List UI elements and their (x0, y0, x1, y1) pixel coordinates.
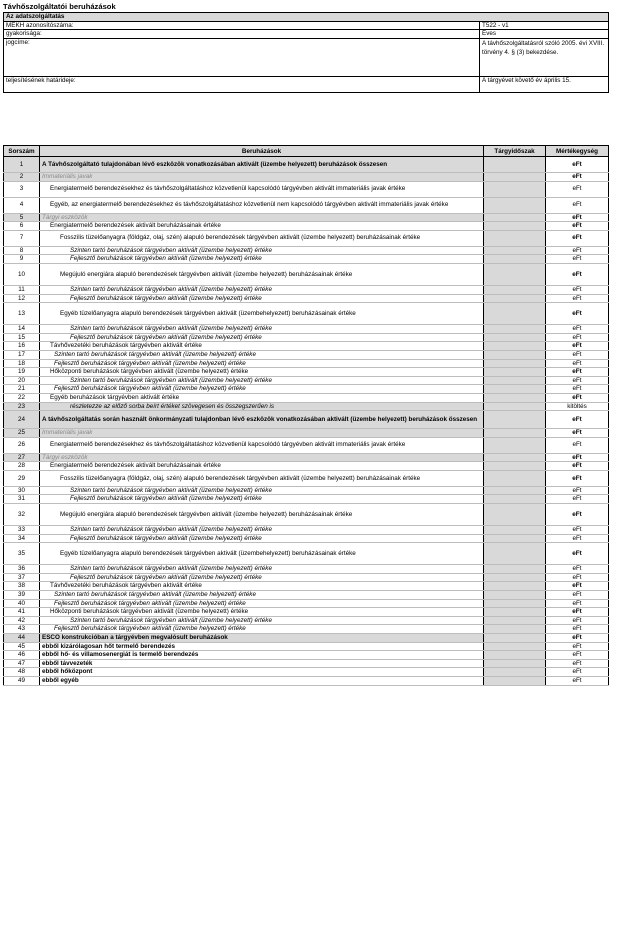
row-value-input[interactable] (484, 411, 546, 429)
row-value-input[interactable] (484, 543, 546, 565)
row-unit: eFt (546, 350, 609, 359)
table-row (4, 659, 609, 668)
row-description: ebből kizárólagosan hőt termelő berendezés (40, 642, 484, 651)
row-description: részletezze az előző sorba beírt értéket szövegesen és összegszerűen is (40, 402, 484, 411)
row-value-input[interactable] (484, 393, 546, 402)
row-number: 45 (4, 642, 40, 651)
row-number: 28 (4, 462, 40, 471)
table-row (4, 333, 609, 342)
row-unit: eFt (546, 285, 609, 294)
row-value-input[interactable] (484, 591, 546, 600)
row-number: 10 (4, 263, 40, 285)
row-description: Fejlesztő beruházások tárgyévben aktivált (üzembe helyezett) értéke (40, 534, 484, 543)
row-value-input[interactable] (484, 437, 546, 453)
info-label-frequency: gyakorisága: (4, 30, 480, 39)
row-value-input[interactable] (484, 285, 546, 294)
row-description: Energiatermelő berendezések aktivált beruházásainak értéke (40, 222, 484, 231)
info-label-legal-basis: jogcíme: (4, 38, 480, 76)
row-number: 43 (4, 625, 40, 634)
table-row (4, 453, 609, 462)
row-number: 49 (4, 676, 40, 685)
row-value-input[interactable] (484, 565, 546, 574)
table-row (4, 634, 609, 643)
row-number: 23 (4, 402, 40, 411)
row-description: ESCO konstrukcióban a tárgyévben megvalósult beruházások (40, 634, 484, 643)
row-unit: eFt (546, 333, 609, 342)
table-row (4, 504, 609, 526)
table-row (4, 582, 609, 591)
table-row (4, 325, 609, 334)
row-description: Szinten tartó beruházások tárgyévben aktivált (üzembe helyezett) értéke (40, 591, 484, 600)
table-row (4, 470, 609, 486)
row-description: Távhővezetéki beruházások tárgyévben aktivált értéke (40, 342, 484, 351)
row-number: 36 (4, 565, 40, 574)
table-row (4, 543, 609, 565)
row-number: 29 (4, 470, 40, 486)
row-unit: eFt (546, 608, 609, 617)
row-description: Egyéb beruházások tárgyévben aktivált értéke (40, 393, 484, 402)
row-number: 34 (4, 534, 40, 543)
row-number: 9 (4, 255, 40, 264)
table-row (4, 350, 609, 359)
row-description: Szinten tartó beruházások tárgyévben aktivált (üzembe helyezett) értéke (40, 246, 484, 255)
row-description: ebből egyéb (40, 676, 484, 685)
row-number: 24 (4, 411, 40, 429)
header-serial-number: Sorszám (4, 146, 40, 157)
row-number: 7 (4, 230, 40, 246)
row-description: Energiatermelő berendezések aktivált beruházásainak értéke (40, 462, 484, 471)
table-row (4, 342, 609, 351)
row-description: Fejlesztő beruházások tárgyévben aktivált (üzembe helyezett) értéke (40, 599, 484, 608)
table-row (4, 222, 609, 231)
row-number: 19 (4, 368, 40, 377)
row-number: 13 (4, 303, 40, 325)
row-description: Szinten tartó beruházások tárgyévben aktivált (üzembe helyezett) értéke (40, 285, 484, 294)
row-unit: eFt (546, 246, 609, 255)
row-unit: eFt (546, 504, 609, 526)
row-unit: eFt (546, 342, 609, 351)
row-value-input[interactable] (484, 359, 546, 368)
row-number: 4 (4, 197, 40, 213)
row-description: Egyéb tüzelőanyagra alapuló berendezések tárgyévben aktivált (üzembehelyezett) beruházásainak értéke (40, 303, 484, 325)
row-description: Fejlesztő beruházások tárgyévben aktivált (üzembe helyezett) értéke (40, 255, 484, 264)
row-unit: eFt (546, 591, 609, 600)
row-value-input[interactable] (484, 668, 546, 677)
info-section-title: Az adatszolgáltatás (4, 13, 609, 22)
row-description: Fosszilis tüzelőanyagra (földgáz, olaj, szén) alapuló berendezések tárgyévben aktivált (üzembe helyezett) beruházásainak értéke (40, 470, 484, 486)
row-description: Szinten tartó beruházások tárgyévben aktivált (üzembe helyezett) értéke (40, 565, 484, 574)
table-row (4, 173, 609, 182)
row-unit: eFt (546, 325, 609, 334)
row-number: 27 (4, 453, 40, 462)
row-description: ebből távvezeték (40, 659, 484, 668)
table-row (4, 651, 609, 660)
row-value-input[interactable] (484, 230, 546, 246)
row-description: Immateriális javak (40, 173, 484, 182)
table-row (4, 642, 609, 651)
row-value-input[interactable] (484, 625, 546, 634)
table-row (4, 599, 609, 608)
row-description: Fejlesztő beruházások tárgyévben aktivált (üzembe helyezett) értéke (40, 333, 484, 342)
row-description: ebből hő- és villamosenergiát is termelő berendezés (40, 651, 484, 660)
row-unit: eFt (546, 625, 609, 634)
row-value-input[interactable] (484, 534, 546, 543)
row-unit: eFt (546, 642, 609, 651)
row-value-input[interactable] (484, 634, 546, 643)
row-unit: eFt (546, 668, 609, 677)
row-number: 39 (4, 591, 40, 600)
investments-table-body (4, 157, 609, 686)
row-number: 2 (4, 173, 40, 182)
row-description: Fejlesztő beruházások tárgyévben aktivált (üzembe helyezett) értéke (40, 359, 484, 368)
row-unit: eFt (546, 230, 609, 246)
row-unit: eFt (546, 616, 609, 625)
row-description: Hőközponti beruházások tárgyévben aktivált (üzembe helyezett) értéke (40, 608, 484, 617)
data-provision-info-table (3, 12, 609, 93)
row-number: 6 (4, 222, 40, 231)
row-value-input[interactable] (484, 676, 546, 685)
row-number: 48 (4, 668, 40, 677)
row-unit: eFt (546, 526, 609, 535)
table-row (4, 411, 609, 429)
row-value-input[interactable] (484, 642, 546, 651)
row-unit: eFt (546, 634, 609, 643)
row-value-input[interactable] (484, 599, 546, 608)
row-value-input[interactable] (484, 486, 546, 495)
row-value-input[interactable] (484, 157, 546, 173)
row-value-input[interactable] (484, 263, 546, 285)
investments-table (3, 145, 609, 686)
table-row (4, 573, 609, 582)
row-number: 37 (4, 573, 40, 582)
row-value-input[interactable] (484, 255, 546, 264)
row-unit: eFt (546, 462, 609, 471)
row-description: Távhővezetéki beruházások tárgyévben aktivált értéke (40, 582, 484, 591)
row-value-input[interactable] (484, 385, 546, 394)
row-unit: eFt (546, 157, 609, 173)
table-row (4, 285, 609, 294)
info-label-id: MEKH azonosítószáma: (4, 21, 480, 30)
table-row (4, 359, 609, 368)
page-title: Távhőszolgáltatói beruházások (3, 2, 116, 11)
row-unit: eFt (546, 659, 609, 668)
row-number: 12 (4, 294, 40, 303)
table-row (4, 429, 609, 438)
row-unit: eFt (546, 495, 609, 504)
row-number: 16 (4, 342, 40, 351)
row-description: Fejlesztő beruházások tárgyévben aktivált (üzembe helyezett) értéke (40, 625, 484, 634)
row-number: 22 (4, 393, 40, 402)
row-description: Fejlesztő beruházások tárgyévben aktivált (üzembe helyezett) értéke (40, 573, 484, 582)
row-number: 21 (4, 385, 40, 394)
row-number: 14 (4, 325, 40, 334)
info-value-id: T522 - v1 (480, 21, 609, 30)
row-description: Tárgyi eszközök (40, 213, 484, 222)
row-value-input[interactable] (484, 504, 546, 526)
row-unit: eFt (546, 359, 609, 368)
row-unit: eFt (546, 651, 609, 660)
row-unit: eFt (546, 429, 609, 438)
header-reference-period: Tárgyidőszak (484, 146, 546, 157)
table-row (4, 402, 609, 411)
row-number: 8 (4, 246, 40, 255)
row-number: 5 (4, 213, 40, 222)
row-unit: eFt (546, 534, 609, 543)
header-unit: Mértékegység (546, 146, 609, 157)
row-number: 47 (4, 659, 40, 668)
row-description: Hőközponti beruházások tárgyévben aktivált (üzembe helyezett) értéke (40, 368, 484, 377)
row-number: 33 (4, 526, 40, 535)
row-value-input[interactable] (484, 333, 546, 342)
table-row (4, 385, 609, 394)
row-value-input[interactable] (484, 303, 546, 325)
table-row (4, 616, 609, 625)
table-row (4, 393, 609, 402)
table-row (4, 668, 609, 677)
row-number: 40 (4, 599, 40, 608)
row-value-input[interactable] (484, 582, 546, 591)
row-unit: eFt (546, 453, 609, 462)
row-unit: eFt (546, 294, 609, 303)
row-description: Szinten tartó beruházások tárgyévben aktivált (üzembe helyezett) értéke (40, 486, 484, 495)
row-value-input[interactable] (484, 246, 546, 255)
row-description: Tárgyi eszközök (40, 453, 484, 462)
row-unit: eFt (546, 368, 609, 377)
row-unit: eFt (546, 213, 609, 222)
row-unit: eFt (546, 676, 609, 685)
row-number: 18 (4, 359, 40, 368)
row-value-input[interactable] (484, 453, 546, 462)
row-number: 32 (4, 504, 40, 526)
table-row (4, 213, 609, 222)
row-value-input[interactable] (484, 181, 546, 197)
row-value-input[interactable] (484, 402, 546, 411)
table-row (4, 462, 609, 471)
row-value-input[interactable] (484, 608, 546, 617)
row-unit: eFt (546, 486, 609, 495)
row-number: 20 (4, 376, 40, 385)
row-number: 17 (4, 350, 40, 359)
row-unit: eFt (546, 376, 609, 385)
table-row (4, 486, 609, 495)
row-unit: eFt (546, 437, 609, 453)
row-value-input[interactable] (484, 222, 546, 231)
row-value-input[interactable] (484, 342, 546, 351)
row-description: Energiatermelő berendezésekhez és távhőszolgáltatáshoz közvetlenül kapcsolódó tárgyévben aktivált immateriális javak értéke (40, 181, 484, 197)
row-value-input[interactable] (484, 173, 546, 182)
table-row (4, 263, 609, 285)
row-number: 42 (4, 616, 40, 625)
table-row (4, 303, 609, 325)
row-number: 11 (4, 285, 40, 294)
row-unit: eFt (546, 470, 609, 486)
row-unit: eFt (546, 599, 609, 608)
table-row (4, 294, 609, 303)
row-unit: eFt (546, 263, 609, 285)
table-row (4, 437, 609, 453)
row-value-input[interactable] (484, 495, 546, 504)
row-number: 3 (4, 181, 40, 197)
row-description: Szinten tartó beruházások tárgyévben aktivált (üzembe helyezett) értéke (40, 376, 484, 385)
row-unit: eFt (546, 181, 609, 197)
row-value-input[interactable] (484, 376, 546, 385)
table-row (4, 255, 609, 264)
row-unit: eFt (546, 255, 609, 264)
row-number: 46 (4, 651, 40, 660)
row-description: Energiatermelő berendezésekhez és távhőszolgáltatáshoz közvetlenül kapcsolódó tárgyévben aktivált immateriális javak értéke (40, 437, 484, 453)
row-value-input[interactable] (484, 294, 546, 303)
table-row (4, 591, 609, 600)
row-number: 44 (4, 634, 40, 643)
info-value-legal-basis: A távhőszolgáltatásról szóló 2005. évi XVIII. törvény 4. § (3) bekezdése. (480, 38, 609, 76)
row-description: Szinten tartó beruházások tárgyévben aktivált (üzembe helyezett) értéke (40, 616, 484, 625)
header-investments: Beruházások (40, 146, 484, 157)
row-value-input[interactable] (484, 368, 546, 377)
row-value-input[interactable] (484, 470, 546, 486)
row-description: Fejlesztő beruházások tárgyévben aktivált (üzembe helyezett) értéke (40, 385, 484, 394)
row-description: ebből hőközpont (40, 668, 484, 677)
row-value-input[interactable] (484, 659, 546, 668)
table-row (4, 676, 609, 685)
info-value-frequency: Éves (480, 30, 609, 39)
table-row (4, 495, 609, 504)
table-row (4, 157, 609, 173)
row-unit: eFt (546, 543, 609, 565)
row-description: Szinten tartó beruházások tárgyévben aktivált (üzembe helyezett) értéke (40, 350, 484, 359)
row-number: 26 (4, 437, 40, 453)
row-unit: eFt (546, 411, 609, 429)
table-row (4, 230, 609, 246)
table-row (4, 376, 609, 385)
row-unit: eFt (546, 393, 609, 402)
row-value-input[interactable] (484, 325, 546, 334)
row-unit: kitöltés (546, 402, 609, 411)
table-row (4, 534, 609, 543)
table-row (4, 608, 609, 617)
row-description: Fosszilis tüzelőanyagra (földgáz, olaj, szén) alapuló berendezések tárgyévben aktivált (üzembe helyezett) beruházásainak értéke (40, 230, 484, 246)
row-description: Fejlesztő beruházások tárgyévben aktivált (üzembe helyezett) értéke (40, 294, 484, 303)
table-row (4, 197, 609, 213)
row-number: 1 (4, 157, 40, 173)
row-number: 38 (4, 582, 40, 591)
row-unit: eFt (546, 582, 609, 591)
row-number: 35 (4, 543, 40, 565)
row-value-input[interactable] (484, 616, 546, 625)
row-value-input[interactable] (484, 197, 546, 213)
row-number: 31 (4, 495, 40, 504)
row-unit: eFt (546, 303, 609, 325)
info-value-deadline: A tárgyévet követő év április 15. (482, 76, 571, 84)
table-row (4, 625, 609, 634)
row-unit: eFt (546, 173, 609, 182)
row-description: Megújuló energiára alapuló berendezések tárgyévben aktivált (üzembe helyezett) beruházásainak értéke (40, 504, 484, 526)
row-description: Fejlesztő beruházások tárgyévben aktivált (üzembe helyezett) értéke (40, 495, 484, 504)
row-unit: eFt (546, 573, 609, 582)
row-description: Szinten tartó beruházások tárgyévben aktivált (üzembe helyezett) értéke (40, 526, 484, 535)
table-row (4, 181, 609, 197)
row-description: Megújuló energiára alapuló berendezések tárgyévben aktivált (üzembe helyezett) beruházásainak értéke (40, 263, 484, 285)
row-description: Szinten tartó beruházások tárgyévben aktivált (üzembe helyezett) értéke (40, 325, 484, 334)
row-description: Immateriális javak (40, 429, 484, 438)
table-row (4, 246, 609, 255)
row-value-input[interactable] (484, 213, 546, 222)
row-value-input[interactable] (484, 350, 546, 359)
table-row (4, 565, 609, 574)
row-number: 41 (4, 608, 40, 617)
row-value-input[interactable] (484, 462, 546, 471)
row-description: Egyéb tüzelőanyagra alapuló berendezések tárgyévben aktivált (üzembehelyezett) beruházásainak értéke (40, 543, 484, 565)
row-unit: eFt (546, 565, 609, 574)
row-description: A távhőszolgáltatás során használt önkormányzati tulajdonban lévő eszközök vonatkozásában aktivált (üzembe helyezett) beruházások összesen (40, 411, 484, 429)
row-description: A Távhőszolgáltató tulajdonában lévő eszközök vonatkozásában aktivált (üzembe helyezett) beruházások összesen (40, 157, 484, 173)
row-unit: eFt (546, 197, 609, 213)
row-unit: eFt (546, 222, 609, 231)
info-label-deadline: teljesítésének határideje: (4, 76, 480, 84)
table-row (4, 368, 609, 377)
row-number: 15 (4, 333, 40, 342)
row-number: 30 (4, 486, 40, 495)
row-number: 25 (4, 429, 40, 438)
table-row (4, 526, 609, 535)
row-unit: eFt (546, 385, 609, 394)
row-value-input[interactable] (484, 429, 546, 438)
row-value-input[interactable] (484, 573, 546, 582)
row-description: Egyéb, az energiatermelő berendezésekhez és távhőszolgáltatáshoz közvetlenül nem kapcsolódó tárgyévben aktivált immateriális javak értéke (40, 197, 484, 213)
row-value-input[interactable] (484, 526, 546, 535)
row-value-input[interactable] (484, 651, 546, 660)
